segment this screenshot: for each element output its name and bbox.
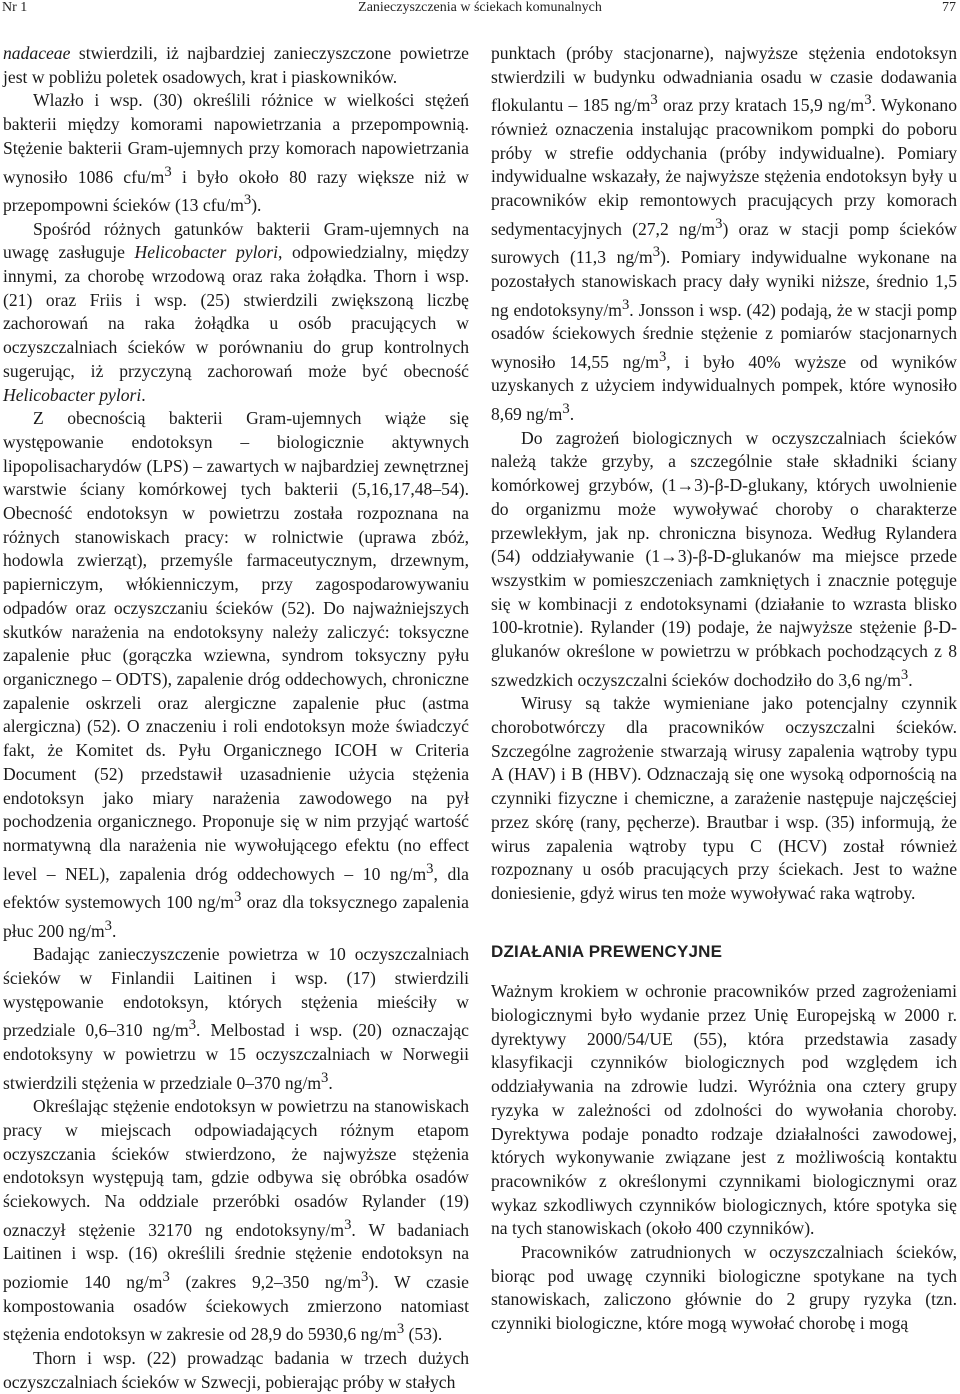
paragraph xyxy=(3,407,469,943)
paragraph xyxy=(491,42,957,427)
text-run: Pracowników zatrudnionych w oczyszczalniach ścieków, biorąc pod uwagę czynniki biologiczne spotykane na tych stanowiskach, zaliczono głównie do 2 grupy ryzyka (tzn. czynniki biologiczne, które mogą wywołać chorobę i mogą xyxy=(491,1242,957,1334)
superscript: 3 xyxy=(715,215,723,232)
text-run: stwierdzili, iż najbardziej zanieczyszczone powietrze jest w pobliżu poletek osadowych, krat i piaskowników. xyxy=(3,43,469,87)
text-run: ) oraz w stacji pomp ścieków surowych (11,3 ng/m xyxy=(491,218,958,268)
paragraph xyxy=(3,42,469,89)
text-run: oraz przy kratach 15,9 ng/m xyxy=(657,95,865,116)
text-run: Wirusy są także wymieniane jako potencjalny czynnik chorobotwórczy dla pracowników oczyszczalni ścieków. Szczególne zagrożenie stwarzają wirusy zapalenia wątroby typu A (HAV) i B (HBV). Odznaczają się one wysoką odpornością na czynniki fizyczne i chemiczne, a zarażenie następuje najczęściej przez skórę (rany, pęcherze). Brautbar i wsp. (35) informują, że wirus zapalenia wątroby typu C (HCV) został również rozpoznany u osób pracujących przy ściekach. Jest to ważne doniesienie, gdyż wirus ten może wywoływać raka wątroby. xyxy=(491,693,957,903)
text-run: (53). xyxy=(404,1324,443,1345)
text-run: , i było 40% wyższe od wyników uzyskanych z użyciem indywidualnych pompek, które wynosiło 8,69 ng/m xyxy=(491,351,957,424)
text-run: . xyxy=(328,1072,333,1093)
superscript: 3 xyxy=(426,860,434,877)
text-run: ). Pomiary indywidualne wykonane na pozostałych stanowiskach pracy dały wyniki niższe, średnio 1,5 ng endotoksyny/m xyxy=(491,247,957,320)
text-run: Określając stężenie endotoksyn w powietrzu na stanowiskach pracy w miejscach odpowiadających różnym etapom oczyszczania ścieków stwierdzono, że najwyższe stężenia endotoksyn występują tam, gdzie odbywa się obróbka osadów ściekowych. Na oddziale przeróbki osadów Rylander (19) oznaczył stężenie 32170 ng endotoksyny/m xyxy=(3,1096,469,1240)
paragraph xyxy=(3,1347,469,1394)
superscript: 3 xyxy=(164,163,172,180)
superscript: 3 xyxy=(243,192,252,209)
italic-text: Helicobacter pylori xyxy=(134,242,278,263)
superscript: 3 xyxy=(162,1269,170,1286)
superscript: 3 xyxy=(396,1321,405,1338)
text-run: . Wykonano również oznaczenia instalując pracownikom pompki do poboru próby w strefie oddychania (próby indywidualne). Pomiary indywidualne wskazały, że najwyższe stężenia endotoksyn były u pracowników ekip remontowych pracujących przy komorach sedymentacyjnych (27,2 ng/m xyxy=(491,95,957,239)
text-run: , odpowiedzialny, między innymi, za chorobę wrzodową oraz raka żołądka. Thorn i wsp. (21) oraz Friis i wsp. (25) stwierdzili zwiększoną liczbę zachorowań na raka żołądka u osób pracujących w oczyszczalniach ścieków w porównaniu do grup kontrolnych sugerując, iż przyczyną zachorowań może być obecność xyxy=(3,242,469,381)
text-run: Ważnym krokiem w ochronie pracowników przed zagrożeniami biologicznymi było wydanie przez Unię Europejską w 2000 r. dyrektywy 2000/54/UE (55), która przedstawia zasady klasyfikacji czynników biologicznych pod względem ich oddziaływania na zdrowie ludzi. Wyróżnia ona cztery grupy ryzyka w zależności od zdolności do wywołania choroby. Dyrektywa podaje ponadto rodzaje działalności zawodowej, których wykonywanie związane jest z możliwością kontaktu pracowników z określonymi czynnikami biologicznymi oraz wykaz szkodliwych czynników biologicznych, które spotyka się na tych stanowiskach (około 400 czynników). xyxy=(491,981,957,1239)
right-column xyxy=(491,42,957,1336)
running-header xyxy=(0,0,960,24)
paragraph xyxy=(3,943,469,1095)
italic-text: nadaceae xyxy=(3,43,71,63)
text-run: (zakres 9,2–350 ng/m xyxy=(169,1271,362,1292)
italic-text: Helicobacter pylori xyxy=(3,384,142,405)
paragraph xyxy=(3,218,469,408)
paragraph xyxy=(491,980,957,1241)
superscript: 3 xyxy=(652,244,661,261)
superscript: 3 xyxy=(900,666,909,683)
text-run: . xyxy=(569,404,575,424)
header-page-number: 77 xyxy=(942,0,956,15)
text-run: i było około 80 razy większe niż w przepompowni ścieków (13 cfu/m xyxy=(3,166,469,215)
left-column xyxy=(3,42,469,1394)
section-heading: DZIAŁANIA PREWENCYJNE xyxy=(491,941,723,961)
text-run: oraz dla toksycznego zapalenia płuc 200 ng/m xyxy=(3,892,469,941)
superscript: 3 xyxy=(104,917,112,934)
text-run: ). xyxy=(251,194,262,215)
superscript: 3 xyxy=(650,92,658,109)
paragraph xyxy=(491,1241,957,1336)
superscript: 3 xyxy=(344,1216,352,1233)
text-run: . xyxy=(908,669,913,690)
superscript: 3 xyxy=(234,889,242,906)
text-run: punktach (próby stacjonarne), najwyższe stężenia endotoksyn stwierdzili w budynku odwadniania osadu w czasie dodawania flokulantu – 185 ng/m xyxy=(491,43,957,116)
superscript: 3 xyxy=(864,92,872,109)
text-run: , dla efektów systemowych 100 ng/m xyxy=(3,863,469,913)
paragraph xyxy=(3,89,469,217)
text-run: Spośród różnych gatunków bakterii Gram-ujemnych na uwagę zasługuje xyxy=(3,218,469,263)
text-run: Z obecnością bakterii Gram-ujemnych wiąże się występowanie endotoksyn – biologicznie aktywnych lipopolisacharydów (LPS) – zawartych w najbardziej zewnętrznej warstwie ściany komórkowej tych bakterii (5,16,17,48–54). Obecność endotoksyn w powietrzu została rozpoznana na różnych stanowiskach pracy: w rolnictwie (uprawa zbóż, hodowla zwierząt), przemyśle farmaceutycznym, drzewnym, papierniczym, włókienniczym, przy zagospodarowywaniu odpadów oraz oczyszczaniu ścieków (52). Do najważniejszych skutków narażenia na endotoksyny należy zaliczyć: toksyczne zapalenie płuc (gorączka wziewna, syndrom toksyczny pyłu organicznego – ODTS), zapalenie dróg oddechowych, chroniczne zapalenie oskrzeli oraz alergiczne zapalenie płuc (astma alergiczna) (52). O znaczeniu i roli endotoksyn może świadczyć fakt, że Komitet ds. Pyłu Organicznego ICOH w Criteria Document (52) przedstawił uzasadnienie użycia stężenia endotoksyn jako miary narażenia zawodowego na pył pochodzenia organicznego. Proponuje się w nim przyjąć wartość normatywną dla narażenia nie wywołującego efektu (no effect level – NEL), zapalenia dróg oddechowych – 10 ng/m xyxy=(3,408,469,884)
text-run: . xyxy=(111,920,117,941)
text-run: Wlazło i wsp. (30) określili różnice w wielkości stężeń bakterii między komorami napowietrzania a przepompownią. Stężenie bakterii Gram-ujemnych przy komorach napowietrzania wynosiło 1086 cfu/m xyxy=(3,90,469,187)
text-run: ). W czasie kompostowania osadów ściekowych zmierzono natomiast stężenia endotoksyn w zakresie od 28,9 do 5930,6 ng/m xyxy=(3,1271,469,1345)
superscript: 3 xyxy=(562,401,570,418)
superscript: 3 xyxy=(188,1017,197,1034)
superscript: 3 xyxy=(621,296,630,313)
superscript: 3 xyxy=(321,1069,329,1086)
paragraph xyxy=(491,427,957,693)
text-run: . Jonsson i wsp. (42) podają, że w stacji pomp osadów ściekowych średnie stężenie z pomiarów stacjonarnych wynosiło 14,55 ng/m xyxy=(491,299,958,372)
header-running-title: Zanieczyszczenia w ściekach komunalnych xyxy=(358,0,602,15)
text-run: Thorn i wsp. (22) prowadząc badania w trzech dużych oczyszczalniach ścieków w Szwecji, pobierając próby w stałych xyxy=(3,1347,469,1392)
text-run: Badając zanieczyszczenie powietrza w 10 oczyszczalniach ścieków w Finlandii Laitinen i wsp. (17) stwierdzili występowanie endotoksyn, których stężenia mieściły w przedziale 0,6–310 ng/m xyxy=(3,944,469,1041)
text-run: . xyxy=(141,384,146,405)
text-run: Do zagrożeń biologicznych w oczyszczalniach ścieków należą także grzyby, a szczególnie stałe składniki ściany komórkowej grzybów, (1→3)-β-D-glukany, których uwolnienie do organizmu może wywoływać choroby o charakterze przewlekłym, jak np. chroniczna bisynoza. Według Rylandera (54) oddziaływanie (1→3)-β-D-glukanów ma miejsce przede wszystkim w pomieszczeniach zamkniętych i znacznie potęguje się w kombinacji z endotoksynami (działanie to wzrasta blisko 100-krotnie). Rylander (19) podaje, że najwyższe stężenie β-D-glukanów określone w powietrzu w próbkach pochodzących z 8 szwedzkich oczyszczalni ścieków dochodziło do 3,6 ng/m xyxy=(491,427,957,690)
superscript: 3 xyxy=(361,1269,369,1286)
text-run: . W badaniach Laitinen i wsp. (16) określili średnie stężenie endotoksyn na poziomie 140 ng/m xyxy=(3,1219,469,1292)
header-issue-number: Nr 1 xyxy=(2,0,28,15)
paragraph xyxy=(491,692,957,905)
superscript: 3 xyxy=(658,348,667,365)
paragraph xyxy=(3,1095,469,1347)
text-run: . Melbostad i wsp. (20) oznaczając endotoksyny w powietrzu w 15 oczyszczalniach w Norwegii stwierdzili stężenia w przedziale 0–370 ng/m xyxy=(3,1020,469,1093)
